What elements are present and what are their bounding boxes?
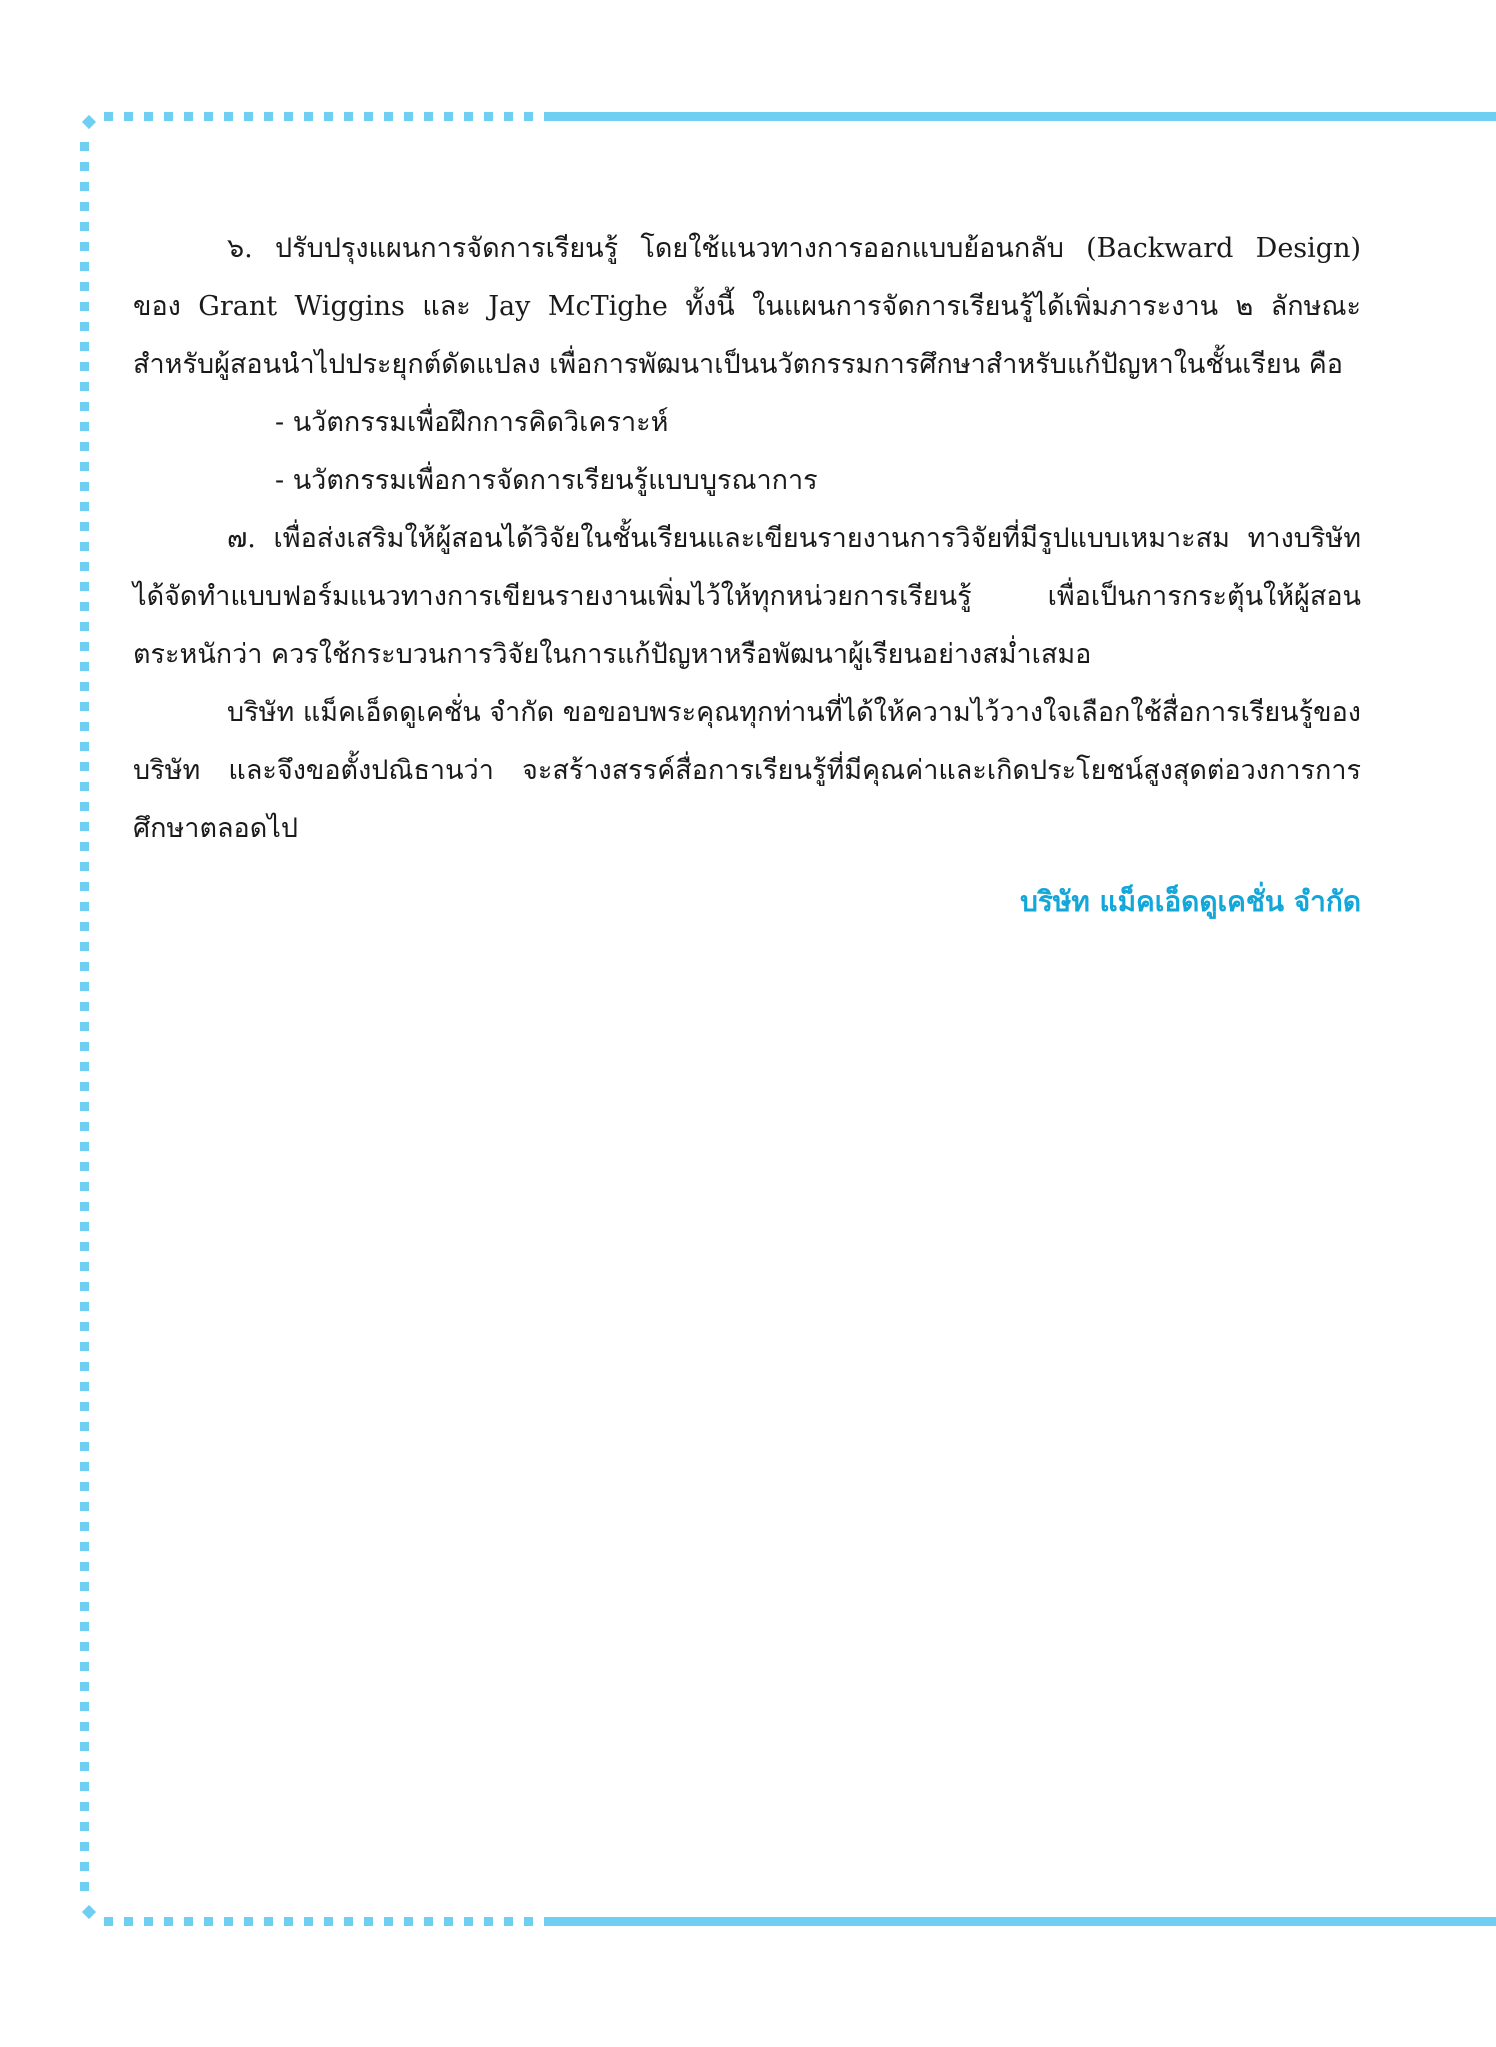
border-dot: [80, 162, 89, 171]
border-dot: [80, 782, 89, 791]
border-dot: [80, 642, 89, 651]
border-dot: [80, 1182, 89, 1191]
border-dot: [80, 442, 89, 451]
border-dot: [80, 822, 89, 831]
border-dot: [80, 1302, 89, 1311]
border-dot: [504, 112, 513, 121]
border-dot: [80, 1322, 89, 1331]
border-dot: [104, 112, 113, 121]
top-solid-border-line: [553, 112, 1496, 121]
border-dot: [104, 1917, 113, 1926]
body-text: [133, 220, 1361, 858]
border-dot: [80, 1282, 89, 1291]
border-dot: [80, 1262, 89, 1271]
border-dot: [80, 382, 89, 391]
border-dot: [484, 1917, 493, 1926]
border-dot: [164, 1917, 173, 1926]
border-dot: [80, 1342, 89, 1351]
border-dot: [80, 482, 89, 491]
border-dot: [424, 112, 433, 121]
bullet-analytical-thinking: - นวัตกรรมเพื่อฝึกการคิดวิเคราะห์: [275, 407, 669, 438]
border-dot: [80, 1582, 89, 1591]
border-dot: [80, 462, 89, 471]
border-dot: [80, 522, 89, 531]
border-dot: [324, 1917, 333, 1926]
border-dot: [464, 112, 473, 121]
border-dot: [244, 1917, 253, 1926]
bullet-integrated-learning: - นวัตกรรมเพื่อการจัดการเรียนรู้แบบบูรณาการ: [275, 465, 818, 496]
border-dot: [80, 922, 89, 931]
border-dot: [80, 182, 89, 191]
border-dot: [80, 1822, 89, 1831]
border-dot: [484, 112, 493, 121]
border-dot: [80, 1702, 89, 1711]
border-dot: [204, 112, 213, 121]
border-dot: [384, 1917, 393, 1926]
border-dot: [80, 1162, 89, 1171]
border-dot: [80, 1642, 89, 1651]
border-dot: [504, 1917, 513, 1926]
border-dot: [264, 112, 273, 121]
company-signature: บริษัท แม็คเอ็ดดูเคชั่น จำกัด: [1020, 885, 1361, 918]
border-dot: [184, 1917, 193, 1926]
border-dot: [464, 1917, 473, 1926]
border-dot: [80, 1442, 89, 1451]
border-dot: [364, 112, 373, 121]
border-dot: [80, 1062, 89, 1071]
top-left-corner-diamond: [82, 115, 96, 129]
border-dot: [80, 1242, 89, 1251]
border-dot: [80, 602, 89, 611]
border-dot: [304, 112, 313, 121]
border-dot: [80, 882, 89, 891]
border-dot: [80, 1662, 89, 1671]
border-dot: [80, 1742, 89, 1751]
border-dot: [80, 1522, 89, 1531]
border-dot: [424, 1917, 433, 1926]
border-dot: [404, 112, 413, 121]
border-dot: [80, 1362, 89, 1371]
border-dot: [80, 302, 89, 311]
border-dot: [80, 1862, 89, 1871]
border-dot: [544, 1917, 553, 1926]
border-dot: [80, 1542, 89, 1551]
border-dot: [80, 542, 89, 551]
border-dot: [344, 1917, 353, 1926]
border-dot: [80, 1382, 89, 1391]
border-dot: [124, 1917, 133, 1926]
paragraph-6: ๖. ปรับปรุงแผนการจัดการเรียนรู้ โดยใช้แนวทางการออกแบบย้อนกลับ (Backward Design) ของ Grant Wiggins และ Jay McTighe ทั้งนี้ ในแผนการจัดการเรียนรู้ได้เพิ่มภาระงาน ๒ ลักษณะ สำหรับผู้สอนนำไปประยุกต์ดัดแปลง เพื่อการพัฒนาเป็นนวัตกรรมการศึกษาสำหรับแก้ปัญหาในชั้นเรียน คือ: [133, 233, 1361, 380]
border-dot: [80, 722, 89, 731]
border-dot: [80, 422, 89, 431]
border-dot: [524, 1917, 533, 1926]
border-dot: [80, 1202, 89, 1211]
border-dot: [80, 502, 89, 511]
border-dot: [80, 242, 89, 251]
border-dot: [80, 902, 89, 911]
border-dot: [80, 982, 89, 991]
border-dot: [224, 112, 233, 121]
top-dotted-border: [104, 112, 553, 121]
border-dot: [80, 762, 89, 771]
left-dotted-border: [80, 142, 89, 1891]
border-dot: [80, 1462, 89, 1471]
border-dot: [80, 582, 89, 591]
border-dot: [80, 1422, 89, 1431]
border-dot: [80, 622, 89, 631]
border-dot: [80, 702, 89, 711]
border-dot: [404, 1917, 413, 1926]
border-dot: [80, 802, 89, 811]
border-dot: [204, 1917, 213, 1926]
border-dot: [364, 1917, 373, 1926]
border-dot: [80, 1082, 89, 1091]
bottom-solid-border-line: [553, 1917, 1496, 1926]
border-dot: [80, 222, 89, 231]
border-dot: [80, 142, 89, 151]
border-dot: [80, 202, 89, 211]
border-dot: [80, 1622, 89, 1631]
paragraph-thanks: บริษัท แม็คเอ็ดดูเคชั่น จำกัด ขอขอบพระคุณทุกท่านที่ได้ให้ความไว้วางใจเลือกใช้สื่อการเรียนรู้ของบริษัท และจึงขอตั้งปณิธานว่า จะสร้างสรรค์สื่อการเรียนรู้ที่มีคุณค่าและเกิดประโยชน์สูงสุดต่อวงการการศึกษาตลอดไป: [133, 697, 1361, 844]
border-dot: [184, 112, 193, 121]
border-dot: [444, 112, 453, 121]
border-dot: [80, 1782, 89, 1791]
border-dot: [304, 1917, 313, 1926]
border-dot: [80, 742, 89, 751]
border-dot: [544, 112, 553, 121]
border-dot: [124, 112, 133, 121]
border-dot: [384, 112, 393, 121]
border-dot: [80, 1602, 89, 1611]
border-dot: [80, 322, 89, 331]
border-dot: [80, 1122, 89, 1131]
border-dot: [524, 112, 533, 121]
border-dot: [80, 1722, 89, 1731]
bottom-left-corner-diamond: [82, 1905, 96, 1919]
border-dot: [80, 1102, 89, 1111]
border-dot: [264, 1917, 273, 1926]
border-dot: [144, 112, 153, 121]
border-dot: [164, 112, 173, 121]
border-dot: [80, 1882, 89, 1891]
border-dot: [80, 962, 89, 971]
border-dot: [224, 1917, 233, 1926]
border-dot: [344, 112, 353, 121]
border-dot: [80, 1762, 89, 1771]
border-dot: [80, 842, 89, 851]
border-dot: [80, 362, 89, 371]
border-dot: [144, 1917, 153, 1926]
border-dot: [80, 1042, 89, 1051]
paragraph-7: ๗. เพื่อส่งเสริมให้ผู้สอนได้วิจัยในชั้นเรียนและเขียนรายงานการวิจัยที่มีรูปแบบเหมาะสม ทางบริษัทได้จัดทำแบบฟอร์มแนวทางการเขียนรายงานเพิ่มไว้ให้ทุกหน่วยการเรียนรู้ เพื่อเป็นการกระตุ้นให้ผู้สอนตระหนักว่า ควรใช้กระบวนการวิจัยในการแก้ปัญหาหรือพัฒนาผู้เรียนอย่างสม่ำเสมอ: [133, 523, 1361, 670]
border-dot: [284, 112, 293, 121]
border-dot: [80, 262, 89, 271]
border-dot: [80, 1222, 89, 1231]
border-dot: [80, 402, 89, 411]
border-dot: [80, 1402, 89, 1411]
border-dot: [80, 1842, 89, 1851]
border-dot: [80, 342, 89, 351]
border-dot: [80, 1502, 89, 1511]
border-dot: [80, 1682, 89, 1691]
border-dot: [80, 682, 89, 691]
border-dot: [444, 1917, 453, 1926]
border-dot: [80, 1142, 89, 1151]
border-dot: [80, 662, 89, 671]
border-dot: [80, 1482, 89, 1491]
border-dot: [80, 862, 89, 871]
border-dot: [80, 282, 89, 291]
border-dot: [80, 1022, 89, 1031]
border-dot: [244, 112, 253, 121]
border-dot: [80, 1562, 89, 1571]
border-dot: [80, 562, 89, 571]
bottom-dotted-border: [104, 1917, 553, 1926]
border-dot: [80, 942, 89, 951]
border-dot: [284, 1917, 293, 1926]
border-dot: [324, 112, 333, 121]
border-dot: [80, 1002, 89, 1011]
border-dot: [80, 1802, 89, 1811]
